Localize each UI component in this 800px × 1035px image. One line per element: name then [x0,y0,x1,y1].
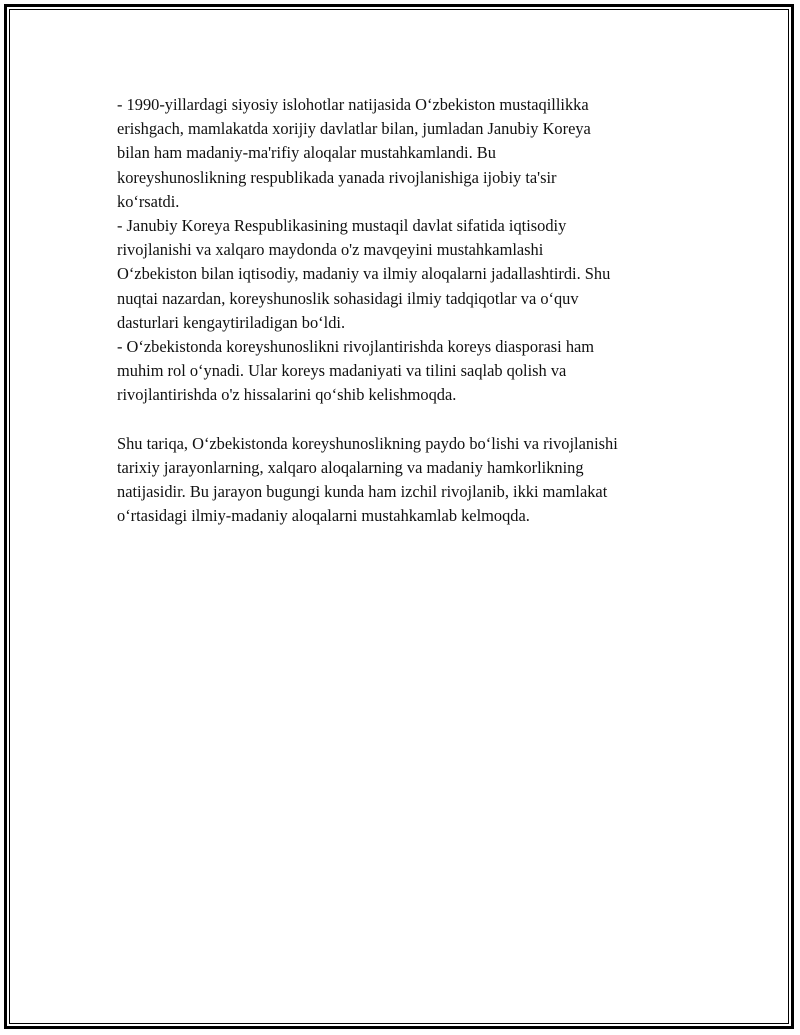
list-item-3: - O‘zbekistonda koreyshunoslikni rivojlantirishda koreys diasporasi ham muhim rol o‘ynadi. Ular koreys madaniyati va tilini saqlab qolish va rivojlantirishda o'z hissalarini qo‘shib kelishmoqda. [117,337,595,405]
list-item-1: - 1990-yillardagi siyosiy islohotlar natijasida O‘zbekiston mustaqillikka erishgach, mamlakatda xorijiy davlatlar bilan, jumladan Janubiy Koreya bilan ham madaniy-ma'rifiy aloqalar mustahkamlandi. Bu koreyshunoslikning respublikada yanada rivojlanishiga ijobiy ta'sir ko‘rsatdi. [117,95,591,211]
document-body [117,93,702,529]
paragraph-gap [117,408,702,432]
list-item-2: - Janubiy Koreya Respublikasining mustaqil davlat sifatida iqtisodiy rivojlanishi va xalqaro maydonda o'z mavqeyini mustahkamlashi O‘zbekiston bilan iqtisodiy, madaniy va ilmiy aloqalarni jadallashtirdi. Shu nuqtai nazardan, koreyshunoslik sohasidagi ilmiy tadqiqotlar va o‘quv dasturlari kengaytiriladigan bo‘ldi. [117,216,611,332]
conclusion-paragraph: Shu tariqa, O‘zbekistonda koreyshunoslikning paydo bo‘lishi va rivojlanishi tarixiy jarayonlarning, xalqaro aloqalarning va madaniy hamkorlikning natijasidir. Bu jarayon bugungi kunda ham izchil rivojlanib, ikki mamlakat o‘rtasidagi ilmiy-madaniy aloqalarni mustahkamlab kelmoqda. [117,433,618,526]
